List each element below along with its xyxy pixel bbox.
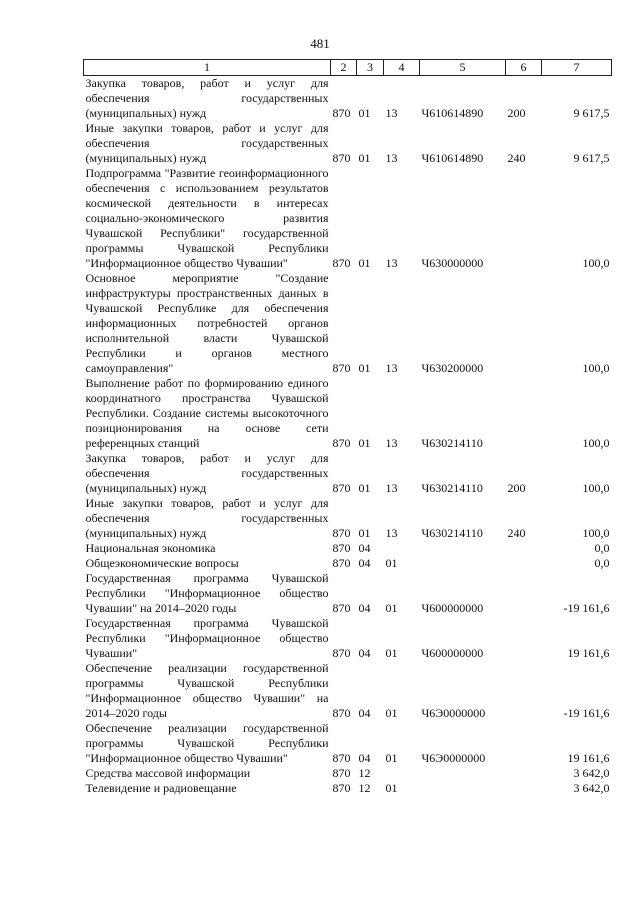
cell-name: Подпрограмма "Развитие геоинформационного обеспечения с использованием результатов космической деятельности в интересах социально-экономического развития Чувашской Республики" государственной программы Чувашской Республики "Информационное общество Чувашии"	[85, 166, 329, 270]
cell-subsection: 13	[385, 361, 398, 375]
cell-type	[506, 781, 542, 796]
cell-type: 240	[507, 526, 526, 540]
cell-subsection: 01	[385, 751, 398, 765]
cell-name: Закупка товаров, работ и услуг для обеспечения государственных (муниципальных) нужд	[85, 76, 329, 120]
table-row	[84, 496, 612, 541]
cell-subsection: 13	[385, 526, 398, 540]
cell-type	[506, 376, 542, 451]
cell-target: Ч630214110	[421, 481, 483, 495]
cell-target: Ч610614890	[421, 151, 484, 165]
table-row	[84, 766, 612, 781]
budget-table	[83, 59, 612, 796]
cell-admin: 870	[332, 106, 351, 120]
cell-section: 04	[358, 556, 371, 570]
cell-section: 01	[358, 481, 371, 495]
cell-target: Ч610614890	[421, 106, 484, 120]
cell-amount: -19 161,6	[563, 706, 610, 720]
cell-target: Ч630000000	[421, 256, 484, 270]
cell-type	[506, 721, 542, 766]
cell-type: 200	[507, 106, 526, 120]
cell-name: Государственная программа Чувашской Республики "Информационное общество Чувашии"	[85, 616, 329, 660]
cell-name: Закупка товаров, работ и услуг для обеспечения государственных (муниципальных) нужд	[85, 451, 329, 495]
cell-section: 01	[358, 106, 371, 120]
cell-amount: -19 161,6	[563, 601, 610, 615]
table-row	[84, 721, 612, 766]
cell-type	[506, 541, 542, 556]
table-row	[84, 661, 612, 721]
cell-target: Ч600000000	[421, 601, 484, 615]
cell-amount: 100,0	[582, 436, 610, 450]
cell-amount: 9 617,5	[573, 106, 610, 120]
cell-subsection: 01	[385, 556, 398, 570]
header-cell-6: 6	[506, 60, 542, 76]
cell-target: Ч6Э0000000	[421, 751, 486, 765]
cell-type: 240	[507, 151, 526, 165]
table-body	[84, 76, 612, 797]
cell-name: Обеспечение реализации государственной программы Чувашской Республики "Информационное общество Чувашии"	[85, 721, 329, 765]
cell-name: Обеспечение реализации государственной программы Чувашской Республики "Информационное общество Чувашии" на 2014–2020 годы	[85, 661, 329, 720]
cell-amount: 100,0	[582, 526, 610, 540]
cell-amount: 0,0	[594, 556, 610, 570]
cell-admin: 870	[332, 361, 351, 375]
cell-section: 01	[358, 361, 371, 375]
header-row	[84, 60, 612, 76]
cell-admin: 870	[332, 436, 351, 450]
cell-amount: 3 642,0	[573, 766, 610, 780]
cell-admin: 870	[332, 601, 351, 615]
cell-subsection: 01	[385, 646, 398, 660]
header-cell-3: 3	[357, 60, 384, 76]
cell-type	[506, 166, 542, 271]
table-row	[84, 376, 612, 451]
cell-section: 12	[358, 781, 371, 795]
cell-section: 04	[358, 601, 371, 615]
header-cell-4: 4	[384, 60, 420, 76]
cell-amount: 9 617,5	[573, 151, 610, 165]
cell-subsection: 13	[385, 106, 398, 120]
table-row	[84, 76, 612, 122]
header-cell-1: 1	[84, 60, 331, 76]
cell-name: Общеэкономические вопросы	[85, 556, 239, 570]
cell-type	[506, 661, 542, 721]
cell-subsection: 13	[385, 481, 398, 495]
cell-amount: 100,0	[582, 256, 610, 270]
table-row	[84, 781, 612, 796]
cell-target: Ч630200000	[421, 361, 484, 375]
cell-type	[506, 271, 542, 376]
table-row	[84, 571, 612, 616]
cell-admin: 870	[332, 481, 351, 495]
cell-section: 04	[358, 751, 371, 765]
cell-amount: 3 642,0	[573, 781, 610, 795]
table-row	[84, 121, 612, 166]
cell-amount: 19 161,6	[567, 751, 610, 765]
cell-admin: 870	[332, 256, 351, 270]
header-cell-2: 2	[331, 60, 357, 76]
cell-type: 200	[507, 481, 526, 495]
cell-type	[506, 571, 542, 616]
cell-admin: 870	[332, 646, 351, 660]
cell-target: Ч6Э0000000	[421, 706, 486, 720]
cell-target	[420, 541, 506, 556]
cell-amount: 100,0	[582, 481, 610, 495]
cell-name: Телевидение и радиовещание	[85, 781, 237, 795]
cell-amount: 19 161,6	[567, 646, 610, 660]
cell-admin: 870	[332, 556, 351, 570]
cell-target	[420, 781, 506, 796]
table-row	[84, 616, 612, 661]
cell-type	[506, 766, 542, 781]
cell-name: Основное мероприятие "Создание инфраструктуры пространственных данных в Чувашской Республике для обеспечения информационных потребностей органов исполнительной власти Чувашской Республики и органов местного самоуправления"	[85, 271, 329, 375]
cell-admin: 870	[332, 781, 351, 795]
cell-target: Ч600000000	[421, 646, 484, 660]
cell-subsection: 13	[385, 151, 398, 165]
cell-section: 12	[358, 766, 371, 780]
header-cell-7: 7	[542, 60, 612, 76]
cell-target	[420, 556, 506, 571]
cell-admin: 870	[332, 526, 351, 540]
cell-admin: 870	[332, 706, 351, 720]
cell-subsection: 13	[385, 256, 398, 270]
table-row	[84, 166, 612, 271]
cell-admin: 870	[332, 151, 351, 165]
cell-name: Средства массовой информации	[85, 766, 251, 780]
table-row	[84, 556, 612, 571]
cell-type	[506, 616, 542, 661]
cell-name: Государственная программа Чувашской Республики "Информационное общество Чувашии" на 2014–2020 годы	[85, 571, 329, 615]
cell-section: 01	[358, 256, 371, 270]
cell-name: Иные закупки товаров, работ и услуг для обеспечения государственных (муниципальных) нужд	[85, 121, 329, 165]
cell-section: 01	[358, 151, 371, 165]
table-row	[84, 451, 612, 496]
cell-name: Иные закупки товаров, работ и услуг для обеспечения государственных (муниципальных) нужд	[85, 496, 329, 540]
cell-subsection: 01	[385, 706, 398, 720]
cell-subsection: 01	[385, 601, 398, 615]
cell-admin: 870	[332, 541, 351, 555]
cell-target: Ч630214110	[421, 436, 483, 450]
cell-admin: 870	[332, 751, 351, 765]
table-row	[84, 541, 612, 556]
cell-section: 01	[358, 436, 371, 450]
cell-subsection	[384, 766, 420, 781]
cell-subsection: 01	[385, 781, 398, 795]
table-row	[84, 271, 612, 376]
cell-subsection: 13	[385, 436, 398, 450]
cell-name: Национальная экономика	[85, 541, 216, 555]
cell-section: 04	[358, 541, 371, 555]
cell-target: Ч630214110	[421, 526, 483, 540]
cell-admin: 870	[332, 766, 351, 780]
cell-section: 01	[358, 526, 371, 540]
cell-amount: 100,0	[582, 361, 610, 375]
cell-section: 04	[358, 706, 371, 720]
page-number: 481	[310, 36, 330, 51]
cell-section: 04	[358, 646, 371, 660]
cell-subsection	[384, 541, 420, 556]
cell-target	[420, 766, 506, 781]
header-cell-5: 5	[420, 60, 506, 76]
cell-type	[506, 556, 542, 571]
cell-amount: 0,0	[594, 541, 610, 555]
cell-name: Выполнение работ по формированию единого координатного пространства Чувашской Республики. Создание системы высокоточного позиционирования на основе сети референцных станций	[85, 376, 329, 450]
